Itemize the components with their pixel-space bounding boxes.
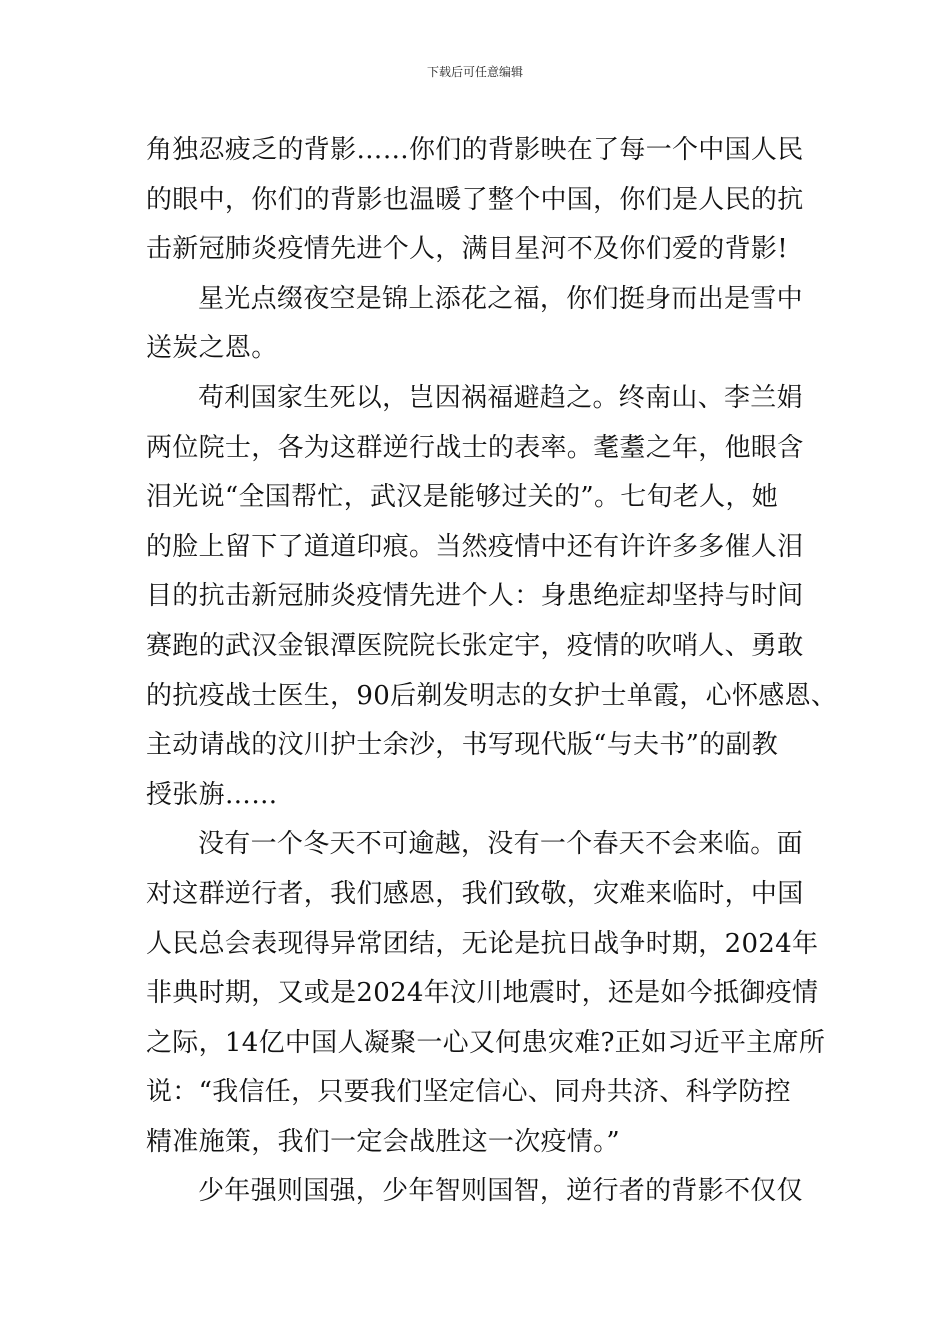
text-line: 的抗疫战士医生，90后剃发明志的女护士单霞，心怀感恩、 [146, 680, 838, 711]
paragraph-start-line: 星光点缀夜空是锦上添花之福，你们挺身而出是雪中 [198, 283, 803, 314]
text-line: 目的抗击新冠肺炎疫情先进个人：身患绝症却坚持与时间 [146, 581, 804, 612]
text-line: 角独忍疲乏的背影……你们的背影映在了每一个中国人民 [146, 135, 804, 165]
text-line: 主动请战的汶川护士余沙，书写现代版“与夫书”的副教 [146, 730, 779, 761]
text-line: 两位院士，各为这群逆行战士的表率。耄耋之年，他眼含 [146, 432, 804, 463]
text-line: 赛跑的武汉金银潭医院院长张定宇，疫情的吹哨人、勇敢 [146, 630, 804, 661]
text-line: 对这群逆行者，我们感恩，我们致敬，灾难来临时，中国 [146, 878, 804, 909]
text-line: 精准施策，我们一定会战胜这一次疫情。” [146, 1126, 620, 1157]
text-line: 非典时期，又或是2024年汶川地震时，还是如今抵御疫情 [146, 978, 819, 1009]
text-line: 授张旃…… [146, 779, 278, 810]
paragraph-start-line: 苟利国家生死以，岂因祸福避趋之。终南山、李兰娟 [198, 382, 803, 413]
text-line: 送炭之恩。 [146, 333, 278, 364]
text-line: 人民总会表现得异常团结，无论是抗日战争时期，2024年 [146, 928, 819, 959]
document-body [146, 126, 838, 1217]
page-header: 下载后可任意编辑 [426, 65, 523, 79]
text-line: 的眼中，你们的背影也温暖了整个中国，你们是人民的抗 [146, 184, 804, 215]
text-line: 说：“我信任，只要我们坚定信心、同舟共济、科学防控 [146, 1077, 791, 1108]
text-line: 击新冠肺炎疫情先进个人，满目星河不及你们爱的背影! [146, 234, 788, 265]
paragraph-start-line: 没有一个冬天不可逾越，没有一个春天不会来临。面 [198, 829, 803, 860]
text-line: 泪光说“全国帮忙，武汉是能够过关的”。七旬老人，她 [146, 482, 779, 513]
text-line: 的脸上留下了道道印痕。当然疫情中还有许许多多催人泪 [146, 531, 804, 562]
text-line: 之际，14亿中国人凝聚一心又何患灾难?正如习近平主席所 [146, 1027, 826, 1058]
paragraph-start-line: 少年强则国强，少年智则国智，逆行者的背影不仅仅 [198, 1176, 803, 1207]
